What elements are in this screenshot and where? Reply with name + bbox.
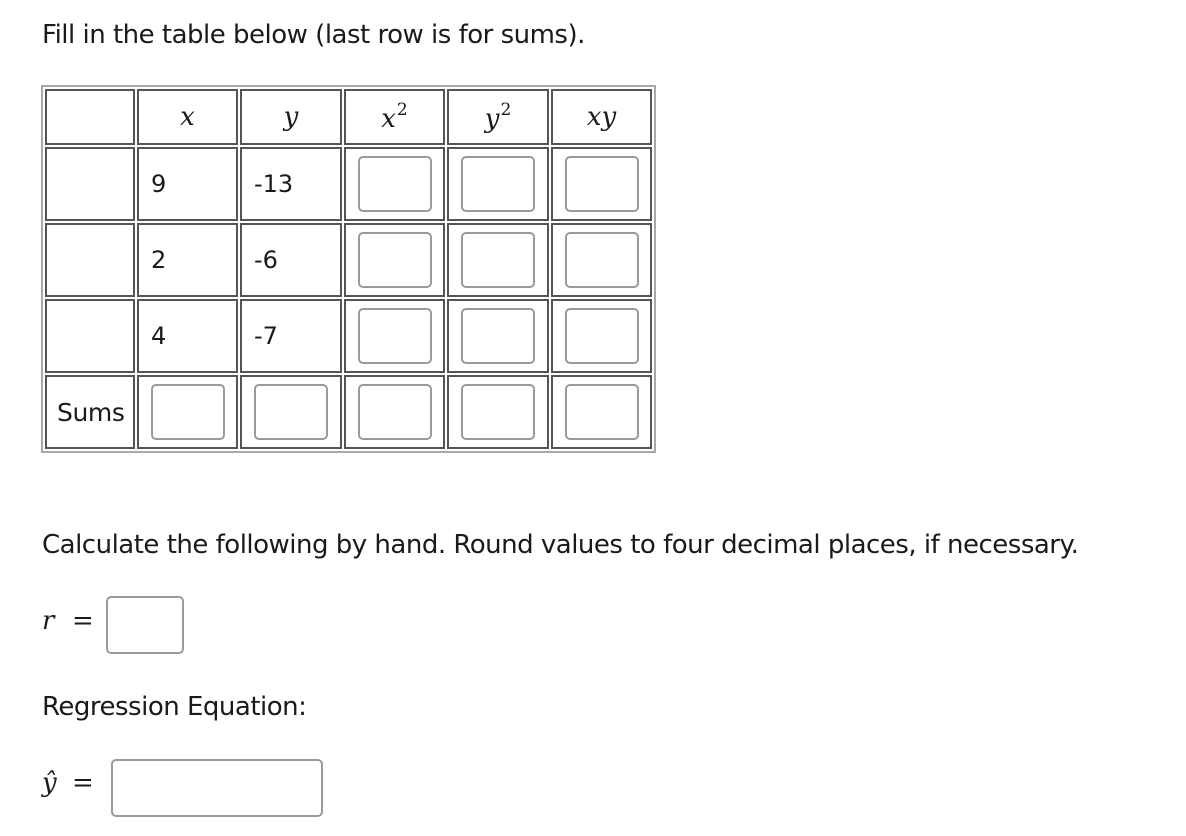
x-squared-cell xyxy=(344,147,445,221)
sum-x-input[interactable] xyxy=(151,384,225,440)
sum-y-input[interactable] xyxy=(254,384,328,440)
sum-xy-input[interactable] xyxy=(565,384,639,440)
x-squared-input[interactable] xyxy=(358,232,432,288)
table-row xyxy=(45,147,652,221)
table-row xyxy=(45,299,652,373)
sum-y-squared-input[interactable] xyxy=(461,384,535,440)
y-squared-input[interactable] xyxy=(461,156,535,212)
y-value-cell: -13 xyxy=(240,147,342,221)
header-x: x xyxy=(137,89,238,145)
calc-instructions-text: Calculate the following by hand. Round values to four decimal places, if necessary. xyxy=(42,530,1079,560)
table-header-row xyxy=(45,89,652,145)
x-squared-cell xyxy=(344,223,445,297)
sum-y-squared-cell xyxy=(447,375,549,449)
sums-label: Sums xyxy=(57,397,125,427)
sums-label-cell xyxy=(45,375,135,449)
y-squared-input[interactable] xyxy=(461,232,535,288)
header-x-squared: $x^2$ xyxy=(344,89,445,145)
x-value-cell: 9 xyxy=(137,147,238,221)
r-equals-sign: = xyxy=(72,606,94,636)
instructions-text: Fill in the table below (last row is for sums). xyxy=(42,20,585,50)
x-squared-input[interactable] xyxy=(358,156,432,212)
sum-xy-cell xyxy=(551,375,652,449)
data-table-frame xyxy=(41,85,656,453)
x-value-cell: 4 xyxy=(137,299,238,373)
y-squared-cell xyxy=(447,299,549,373)
header-y: y xyxy=(240,89,342,145)
table-row xyxy=(45,223,652,297)
y-hat-equals-sign: = xyxy=(72,768,94,798)
sum-x-squared-input[interactable] xyxy=(358,384,432,440)
xy-input[interactable] xyxy=(565,308,639,364)
sum-x-cell xyxy=(137,375,238,449)
regression-equation-label: Regression Equation: xyxy=(42,692,307,722)
header-y-squared: $y^2$ xyxy=(447,89,549,145)
header-empty-cell xyxy=(45,89,135,145)
xy-cell xyxy=(551,299,652,373)
y-squared-cell xyxy=(447,223,549,297)
x-squared-cell xyxy=(344,299,445,373)
sum-y-cell xyxy=(240,375,342,449)
xy-cell xyxy=(551,223,652,297)
sum-x-squared-cell xyxy=(344,375,445,449)
data-table xyxy=(43,87,654,451)
r-input[interactable] xyxy=(106,596,184,654)
y-value-cell: -7 xyxy=(240,299,342,373)
sums-row xyxy=(45,375,652,449)
row-label-cell xyxy=(45,147,135,221)
x-squared-input[interactable] xyxy=(358,308,432,364)
header-xy: xy xyxy=(551,89,652,145)
y-squared-cell xyxy=(447,147,549,221)
r-label: r xyxy=(42,606,55,636)
y-value-cell: -6 xyxy=(240,223,342,297)
xy-cell xyxy=(551,147,652,221)
y-squared-input[interactable] xyxy=(461,308,535,364)
row-label-cell xyxy=(45,223,135,297)
y-hat-label: ŷ xyxy=(42,768,57,798)
xy-input[interactable] xyxy=(565,156,639,212)
row-label-cell xyxy=(45,299,135,373)
xy-input[interactable] xyxy=(565,232,639,288)
regression-equation-input[interactable] xyxy=(111,759,323,817)
x-value-cell: 2 xyxy=(137,223,238,297)
